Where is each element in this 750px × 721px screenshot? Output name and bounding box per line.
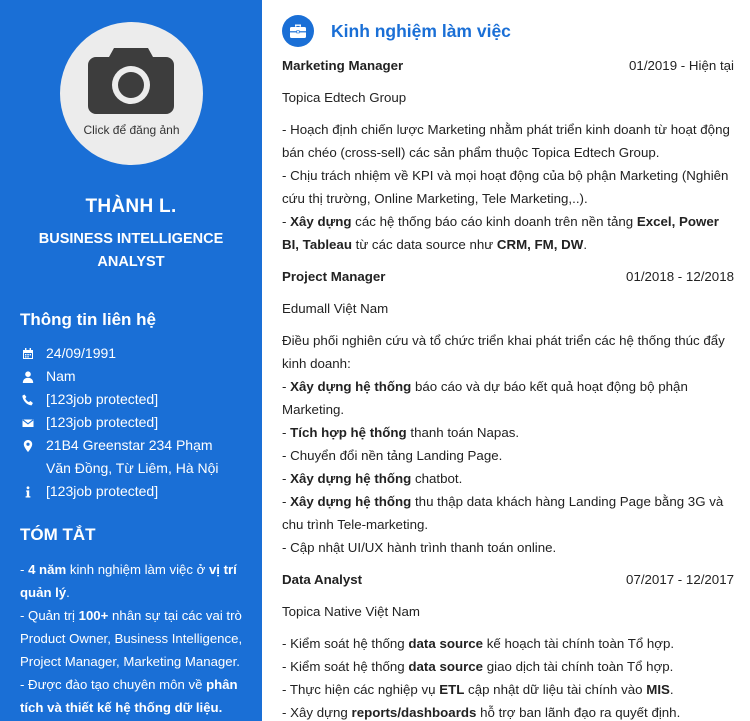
text-run: thanh toán Napas. [406, 425, 520, 440]
job-role: Marketing Manager [282, 58, 404, 73]
bold-text: data source [408, 636, 484, 651]
text-line [282, 536, 734, 559]
contact-text: Nam [46, 368, 76, 384]
text-line [282, 701, 734, 721]
bold-text: 4 năm [28, 562, 67, 577]
bold-text: Xây dựng hệ thống [290, 379, 412, 394]
text-run: . [669, 682, 674, 697]
text-run: - [282, 379, 291, 394]
candidate-job-title: BUSINESS INTELLIGENCE ANALYST [38, 231, 224, 270]
bold-text: vị trí quản lý [20, 562, 237, 600]
text-run: - Chuyển đổi nền tảng Landing Page. [282, 448, 503, 463]
info-icon [22, 480, 46, 503]
text-line [282, 467, 734, 490]
contact-text: [123job protected] [46, 483, 159, 499]
text-line [282, 329, 734, 375]
camera-icon [88, 44, 174, 114]
contact-info [22, 480, 252, 503]
text-run: - [20, 562, 29, 577]
job-company: Topica Native Việt Nam [282, 604, 420, 619]
bold-text: reports/dashboards [351, 705, 477, 720]
text-line [282, 164, 734, 210]
text-run: - Chịu trách nhiệm về KPI và mọi hoạt động của bộ phận Marketing (Nghiên cứu thị trường, Online Marketing, Tele Marketing,..). [282, 168, 729, 206]
text-run: - Cập nhật UI/UX hành trình thanh toán online. [282, 540, 557, 555]
job-description [282, 632, 734, 721]
text-line [282, 118, 734, 164]
bold-text: Excel, Power BI, Tableau [282, 214, 719, 252]
text-run: . [66, 585, 70, 600]
bold-text: phân tích và thiết kế hệ thống dữ liệu. [20, 677, 238, 715]
job-entry [282, 265, 734, 559]
contact-heading: Thông tin liên hệ [20, 310, 156, 329]
text-run: chatbot. [411, 471, 463, 486]
location-icon [22, 434, 46, 457]
experience-title: Kinh nghiệm làm việc [331, 20, 511, 41]
text-line [282, 490, 734, 536]
job-period: 01/2019 - Hiện tại [629, 58, 734, 73]
text-run: . [583, 237, 588, 252]
text-run: - Kiểm soát hệ thống [282, 659, 409, 674]
text-line [282, 210, 734, 256]
job-entry [282, 54, 734, 256]
job-header [282, 265, 734, 288]
text-line [20, 558, 248, 604]
bold-text: MIS [646, 682, 670, 697]
job-role: Project Manager [282, 269, 386, 284]
text-run: thu thập data khách hàng Landing Page bằng 3G và chu trình Tele-marketing. [282, 494, 724, 532]
contact-address [22, 434, 252, 480]
bold-text: ETL [439, 682, 465, 697]
text-run: - Thực hiện các nghiệp vụ [282, 682, 440, 697]
contact-text: [123job protected] [46, 391, 159, 407]
bold-text: 100+ [78, 608, 109, 623]
text-run: từ các data source như [351, 237, 497, 252]
bold-text: Xây dựng hệ thống [290, 471, 412, 486]
contact-text: [123job protected] [46, 414, 159, 430]
text-run: báo cáo và dự báo kết quả hoạt động bộ phận Marketing. [282, 379, 688, 417]
text-run: giao dịch tài chính toàn Tổ hợp. [483, 659, 674, 674]
avatar-caption: Click để đăng ảnh [83, 123, 180, 137]
text-run: hỗ trợ ban lãnh đạo ra quyết định. [476, 705, 681, 720]
contact-gender [22, 365, 252, 388]
contact-text: 21B4 Greenstar 234 Phạm Văn Đồng, Từ Liêm, Hà Nội [46, 437, 219, 476]
text-run: - Xây dựng [282, 705, 352, 720]
text-run: - [282, 494, 291, 509]
briefcase-icon [282, 15, 314, 47]
text-line [20, 604, 248, 673]
job-period: 07/2017 - 12/2017 [626, 572, 734, 587]
text-run: - Hoạch định chiến lược Marketing nhằm phát triển kinh doanh từ hoạt động bán chéo (cross-sell) các sản phẩm thuộc Topica Edtech Group. [282, 122, 730, 160]
bold-text: Xây dựng hệ thống [290, 494, 412, 509]
avatar-upload[interactable] [60, 22, 203, 165]
text-run: - Được đào tạo chuyên môn về [20, 677, 207, 692]
text-line [282, 632, 734, 655]
phone-icon [22, 388, 46, 411]
text-run: kế hoạch tài chính toàn Tổ hợp. [483, 636, 675, 651]
calendar-icon [22, 342, 46, 365]
bold-text: Tích hợp hệ thống [290, 425, 407, 440]
text-line [282, 421, 734, 444]
contact-birthday [22, 342, 252, 365]
bold-text: Xây dựng [290, 214, 352, 229]
contact-list [22, 342, 252, 503]
job-entry [282, 568, 734, 721]
summary-heading: TÓM TẮT [20, 525, 96, 544]
job-header [282, 54, 734, 77]
experience-header [282, 14, 511, 48]
text-run: các hệ thống báo cáo kinh doanh trên nền tảng [351, 214, 637, 229]
job-company: Edumall Việt Nam [282, 301, 389, 316]
email-icon [22, 411, 46, 434]
text-line [282, 655, 734, 678]
bold-text: data source [408, 659, 484, 674]
text-run: - [282, 214, 291, 229]
job-description [282, 118, 734, 256]
text-line [282, 375, 734, 421]
text-run: - [282, 471, 291, 486]
text-run: Điều phối nghiên cứu và tổ chức triển khai phát triển các hệ thống thúc đẩy kinh doanh: [282, 333, 725, 371]
bold-text: CRM, FM, DW [496, 237, 584, 252]
job-description [282, 329, 734, 559]
job-company: Topica Edtech Group [282, 90, 407, 105]
text-line [282, 444, 734, 467]
contact-phone[interactable] [22, 388, 252, 411]
candidate-name: THÀNH L. [85, 196, 177, 217]
text-run: nhân sự tại các vai trò Product Owner, Business Intelligence, Project Manager, Marketing Manager. [20, 608, 243, 669]
user-icon [22, 365, 46, 388]
text-run: - Quản trị [20, 608, 79, 623]
summary [20, 558, 248, 719]
job-header [282, 568, 734, 591]
text-line [282, 678, 734, 701]
text-run: cập nhật dữ liệu tài chính vào [464, 682, 647, 697]
job-role: Data Analyst [282, 572, 363, 587]
contact-text: 24/09/1991 [46, 345, 117, 361]
contact-email[interactable] [22, 411, 252, 434]
text-run: - Kiểm soát hệ thống [282, 636, 409, 651]
text-run: kinh nghiệm làm việc ở [66, 562, 209, 577]
text-run: - [282, 425, 291, 440]
job-period: 01/2018 - 12/2018 [626, 269, 734, 284]
sidebar [0, 0, 262, 721]
text-line [20, 673, 248, 719]
